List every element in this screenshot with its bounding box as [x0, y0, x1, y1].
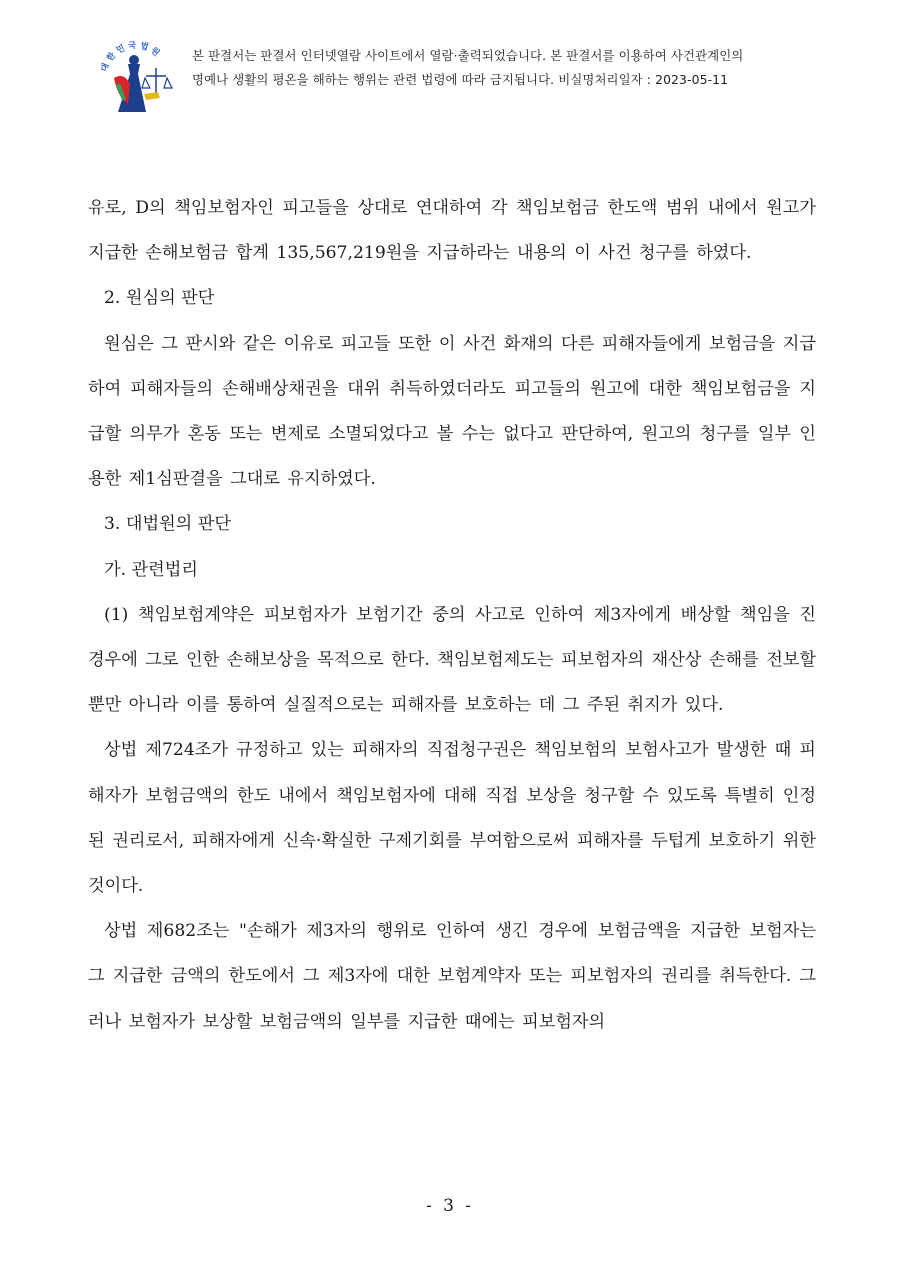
section-heading-2: 2. 원심의 판단	[104, 288, 215, 309]
paragraph-lower-court: 원심은 그 판시와 같은 이유로 피고들 또한 이 사건 화재의 다른 피해자들에게 보험금을 지급하여 피해자들의 손해배상채권을 대위 취득하였더라도 피고들의 원고에 대한 책임보험금을 지급할 의무가 혼동 또는 변제로 소멸되었다고 볼 수는 없다고 판단하여, 원고의 청구를 일부 인용한 제1심판결을 그대로 유지하였다.	[88, 333, 816, 490]
judgment-body	[88, 186, 816, 1045]
page-number: - 3 -	[425, 1196, 475, 1216]
paragraph-claim: 유로, D의 책임보험자인 피고들을 상대로 연대하여 각 책임보험금 한도액 범위 내에서 원고가 지급한 손해보험금 합계 135,567,219원을 지급하라는 내용의 이 사건 청구를 하였다.	[88, 198, 816, 264]
section-heading-3: 3. 대법원의 판단	[104, 514, 231, 535]
paragraph-liability-insurance: (1) 책임보험계약은 피보험자가 보험기간 중의 사고로 인하여 제3자에게 배상할 책임을 진 경우에 그로 인한 손해보상을 목적으로 한다. 책임보험제도는 피보험자의 재산상 손해를 전보할 뿐만 아니라 이를 통하여 실질적으로는 피해자를 보호하는 데 그 주된 취지가 있다.	[88, 604, 816, 716]
usage-notice	[192, 44, 832, 92]
emblem-arc-text: 대한민국법원	[99, 40, 164, 74]
paragraph-article-724: 상법 제724조가 규정하고 있는 피해자의 직접청구권은 책임보험의 보험사고가 발생한 때 피해자가 보험금액의 한도 내에서 책임보험자에 대해 직접 보상을 청구할 수 있도록 특별히 인정된 권리로서, 피해자에게 신속·확실한 구제기회를 부여함으로써 피해자를 두텁게 보호하기 위한 것이다.	[88, 740, 816, 897]
subsection-heading: 가. 관련법리	[104, 559, 198, 580]
notice-line-1: 본 판결서는 판결서 인터넷열람 사이트에서 열람·출력되었습니다. 본 판결서를 이용하여 사건관계인의	[192, 48, 744, 63]
notice-line-2: 명예나 생활의 평온을 해하는 행위는 관련 법령에 따라 금지됩니다. 비실명처리일자 : 2023-05-11	[192, 72, 729, 87]
document-header	[88, 34, 828, 114]
court-emblem-logo	[88, 34, 184, 114]
paragraph-article-682: 상법 제682조는 "손해가 제3자의 행위로 인하여 생긴 경우에 보험금액을 지급한 보험자는 그 지급한 금액의 한도에서 그 제3자에 대한 보험계약자 또는 피보험자의 권리를 취득한다. 그러나 보험자가 보상할 보험금액의 일부를 지급한 때에는 피보험자의	[88, 921, 816, 1032]
